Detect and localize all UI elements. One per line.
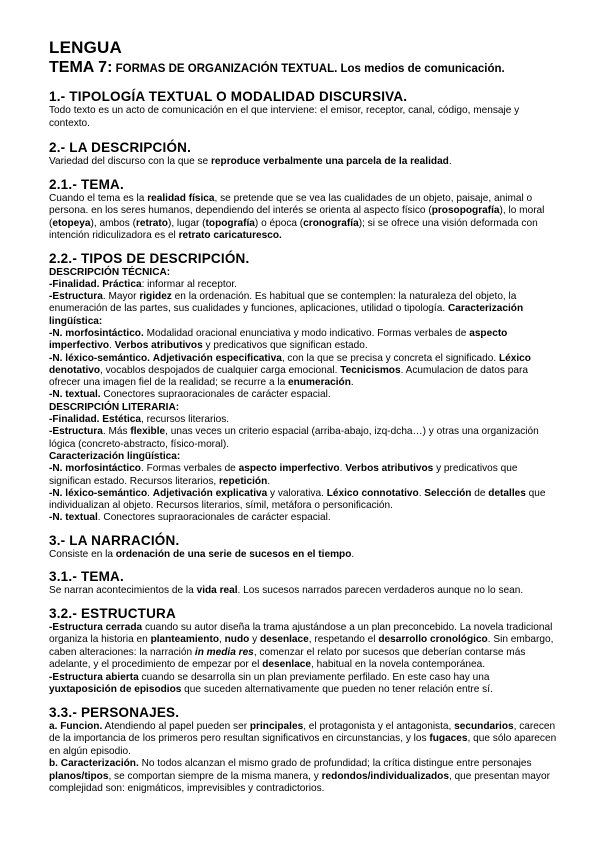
section-2-heading: 2.- LA DESCRIPCIÓN. [49, 140, 192, 155]
tecnica-estructura: -Estructura. Mayor rigidez en la ordenación. Es habitual que se contemplen: la naturaleza del objeto, la enumeración de las partes, sus cualidades y funciones, aplicaciones, utilidad o tipología. Caracterización lingüística: [49, 291, 524, 327]
document-title: LENGUA [49, 38, 122, 57]
tema-number: TEMA 7 [49, 59, 108, 76]
section-2-2-heading: 2.2.- TIPOS DE DESCRIPCIÓN. [49, 250, 250, 266]
literaria-morfosintactico: -N. morfosintáctico. Formas verbales de aspecto imperfectivo. Verbos atributivos y predicativos que significan estado. Recursos literarios, repetición. [49, 463, 518, 487]
literaria-estructura: -Estructura. Más flexible, unas veces un criterio espacial (arriba-abajo, izq-dcha…) y otras una organización lógica (concreto-abstracto, físico-moral). [49, 426, 539, 450]
literaria-lexico: -N. léxico-semántico. Adjetivación explicativa y valorativa. Léxico connotativo. Selección de detalles que individualizan al objeto. Recursos literarios, símil, metáfora o personificación. [49, 487, 546, 512]
tecnica-lexico: -N. léxico-semántico. Adjetivación especificativa, con la que se precisa y concreta el significado. Léxico denotativo, vocablos despojados de cualquier carga emocional. Tecnicismos. Acumulacion de datos para ofrecer una imagen fiel de la realidad; se recurre a la enumeración. [49, 352, 531, 389]
tema-heading [49, 59, 560, 78]
personajes-funcion: a. Funcion. Atendiendo al papel pueden ser principales, el protagonista y el antagonista, secundarios, carecen de la importancia de los primeros pero resultan significativos en circunstancias, y los fugaces, que sólo aparecen en algún episodio. [49, 720, 557, 757]
section-3-1-heading: 3.1.- TEMA. [49, 569, 124, 585]
section-2-1-heading: 2.1.- TEMA. [49, 176, 124, 192]
section-3-2-heading: 3.2.- ESTRUCTURA [49, 605, 176, 621]
estructura-cerrada: -Estructura cerrada cuando su autor diseña la trama ajustándose a un plan preconcebido. La novela tradicional organiza la historia en planteamiento, nudo y desenlace, respetando el desarrollo cronológico. Sin embargo, caben alteraciones: la narración in media res, comenzar el relato por sucesos que deberían contarse más adelante, y el procedimiento de empezar por el desenlace, habitual en la novela contemporánea. [49, 621, 554, 671]
section-2-1-text: Cuando el tema es la realidad física, se pretende que se vea las cualidades de un objeto, paisaje, animal o persona. en los seres humanos, dependiendo del interés se orienta al aspecto físico (prosopografía), lo moral (etopeya), ambos (retrato), lugar (topografía) o época (cronografía); si se ofrece una visión deformada con intención ridiculizadora es el retrato caricaturesco. [49, 192, 545, 241]
section-3-text: Consiste en la ordenación de una serie de sucesos en el tiempo. [49, 548, 355, 560]
section-3-1-text: Se narran acontecimientos de la vida real. Los sucesos narrados parecen verdaderos aunque no lo sean. [49, 585, 524, 597]
tecnica-label: DESCRIPCIÓN TÉCNICA: [49, 266, 171, 278]
personajes-caracterizacion: b. Caracterización. No todos alcanzan el mismo grado de profundidad; la crítica distingue entre personajes planos/tipos, se comportan siempre de la misma manera, y redondos/individualizados, que presentan mayor complejidad son: enigmáticos, imprevisibles y contradictorios. [49, 758, 550, 795]
tecnica-textual: -N. textual. Conectores supraoracionales de carácter espacial. [49, 389, 331, 401]
literaria-caracterizacion: Caracterización lingüística: [49, 450, 181, 462]
section-3-heading: 3.- LA NARRACIÓN. [49, 532, 180, 548]
tecnica-morfosintactico: -N. morfosintáctico. Modalidad oracional enunciativa y modo indicativo. Formas verbales de aspecto imperfectivo. Verbos atributivos y predicativos que significan estado. [49, 327, 508, 352]
estructura-abierta: -Estructura abierta cuando se desarrolla sin un plan previamente perfilado. En este caso hay una yuxtaposición de episodios que suceden alternativamente que pueden no tener relación entre sí. [49, 671, 493, 696]
literaria-textual: -N. textual. Conectores supraoracionales de carácter espacial. [49, 512, 331, 524]
section-2-text: Variedad del discurso con la que se reproduce verbalmente una parcela de la realidad. [49, 156, 452, 167]
tema-colon: : [107, 59, 113, 76]
tema-title: FORMAS DE ORGANIZACIÓN TEXTUAL. Los medios de comunicación. [112, 63, 505, 75]
section-1-text: Todo texto es un acto de comunicación en el que interviene: el emisor, receptor, canal, código, mensaje y contexto. [49, 105, 520, 129]
section-3-3-heading: 3.3.- PERSONAJES. [49, 704, 180, 720]
section-1-heading: 1.- TIPOLOGÍA TEXTUAL O MODALIDAD DISCURSIVA. [49, 89, 408, 104]
literaria-finalidad: -Finalidad. Estética, recursos literarios. [49, 414, 230, 426]
tecnica-finalidad: -Finalidad. Práctica: informar al receptor. [49, 278, 237, 290]
literaria-label: DESCRIPCIÓN LITERARIA: [49, 401, 180, 413]
